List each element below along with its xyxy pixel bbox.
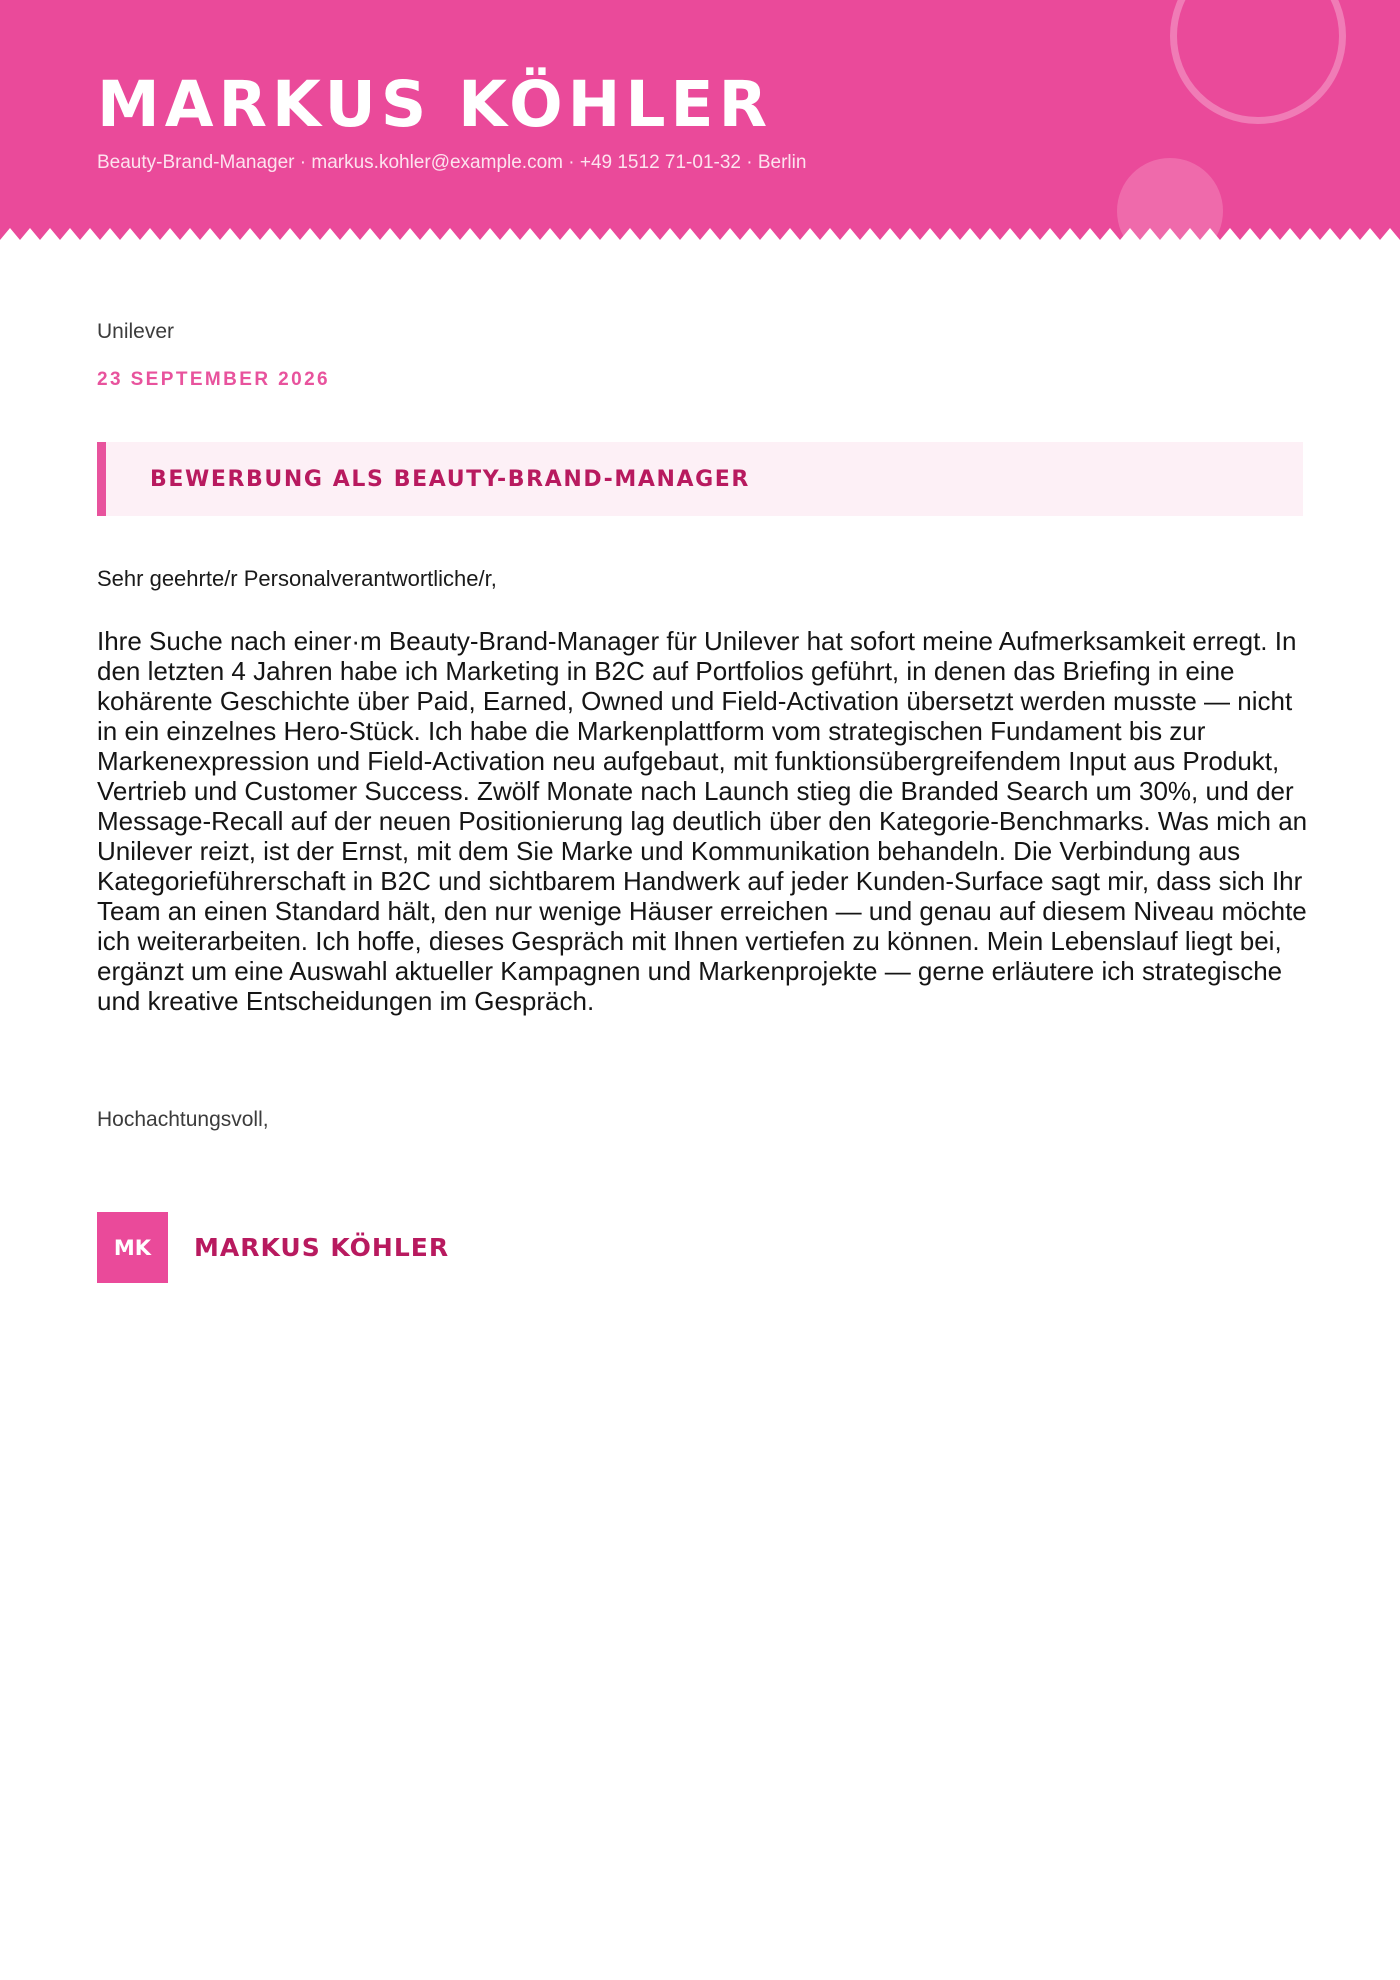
subject-line: BEWERBUNG ALS BEAUTY-BRAND-MANAGER	[150, 467, 750, 492]
letter-body: Ihre Suche nach einer·m Beauty-Brand-Manager für Unilever hat sofort meine Aufmerksamkeit erregt. In den letzten 4 Jahren habe ich Marketing in B2C auf Portfolios geführt, in denen das Briefing in eine kohärente Geschichte über Paid, Earned, Owned und Field-Activation übersetzt werden musste — nicht in ein einzelnes Hero-Stück. Ich habe die Markenplattform vom strategischen Fundament bis zur Markenexpression und Field-Activation neu aufgebaut, mit funktionsübergreifendem Input aus Produkt, Vertrieb und Customer Success. Zwölf Monate nach Launch stieg die Branded Search um 30%, und der Message-Recall auf der neuen Positionierung lag deutlich über den Kategorie-Benchmarks. Was mich an Unilever reizt, ist der Ernst, mit dem Sie Marke und Kommunikation behandeln. Die Verbindung aus Kategorieführerschaft in B2C und sichtbarem Handwerk auf jeder Kunden-Surface sagt mir, dass sich Ihr Team an einen Standard hält, den nur wenige Häuser erreichen — und genau auf diesem Niveau möchte ich weiterarbeiten. Ich hoffe, dieses Gespräch mit Ihnen vertiefen zu können. Mein Lebenslauf liegt bei, ergänzt um eine Auswahl aktueller Kampagnen und Markenprojekte — gerne erläutere ich strategische und kreative Entscheidungen im Gespräch.	[97, 626, 1308, 1016]
recipient-company: Unilever	[97, 320, 175, 343]
sender-contact-line: Beauty-Brand-Manager · markus.kohler@example.com · +49 1512 71-01-32 · Berlin	[97, 152, 807, 173]
signature-monogram: MK	[97, 1212, 168, 1283]
zigzag-border	[0, 226, 1400, 242]
salutation: Sehr geehrte/r Personalverantwortliche/r,	[97, 566, 497, 591]
sender-name: MARKUS KÖHLER	[97, 68, 773, 141]
closing-phrase: Hochachtungsvoll,	[97, 1108, 269, 1131]
signature-name: MARKUS KÖHLER	[194, 1233, 450, 1262]
decorative-ring-icon	[1170, 0, 1346, 124]
letter-date: 23 SEPTEMBER 2026	[97, 369, 330, 390]
subject-banner	[97, 442, 1303, 516]
letterhead	[0, 0, 1400, 242]
